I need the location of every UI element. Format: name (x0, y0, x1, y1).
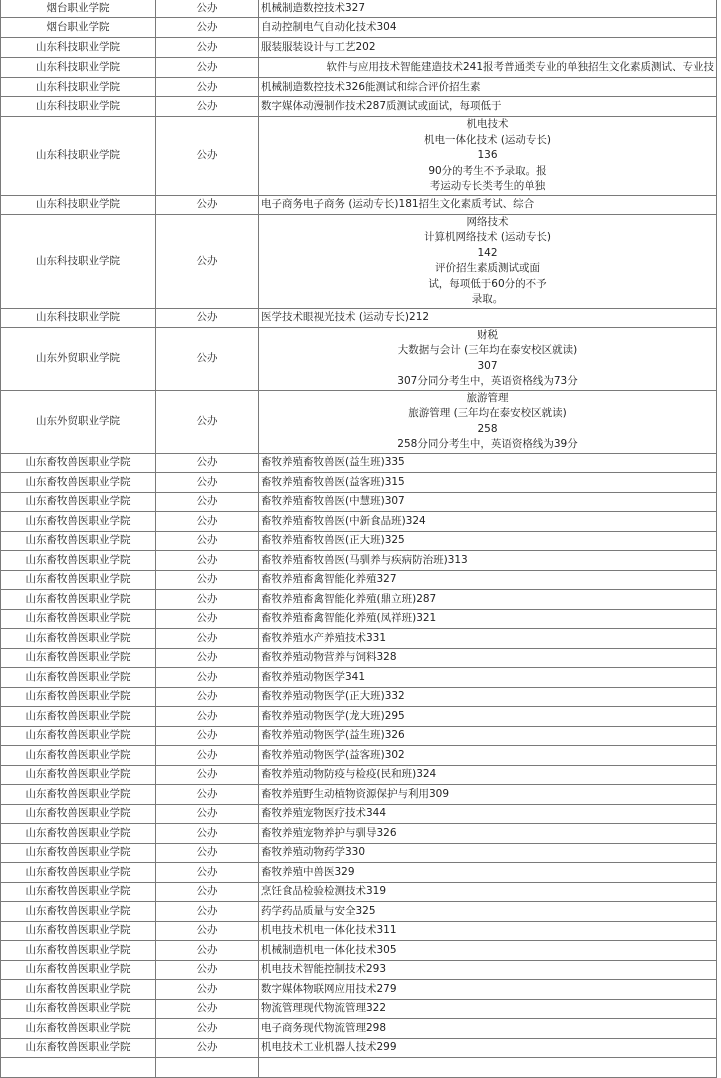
school-type-cell: 公办 (156, 628, 259, 648)
school-name-cell: 山东畜牧兽医职业学院 (1, 687, 156, 706)
major-score-cell: 畜牧养殖宠物养护与驯导326 (259, 823, 717, 843)
major-score-cell: 电子商务电子商务 (运动专长)181招生文化素质考试、综合 (259, 195, 717, 214)
school-type-cell: 公办 (156, 960, 259, 979)
table-row (1, 589, 717, 609)
table-row (1, 706, 717, 726)
school-type-cell: 公办 (156, 648, 259, 667)
school-name-cell: 山东畜牧兽医职业学院 (1, 648, 156, 667)
school-name-cell: 山东科技职业学院 (1, 117, 156, 196)
school-type-cell: 公办 (156, 308, 259, 327)
table-row (1, 804, 717, 823)
school-type-cell: 公办 (156, 667, 259, 687)
school-name-cell: 山东畜牧兽医职业学院 (1, 999, 156, 1018)
major-score-cell (259, 327, 717, 390)
school-type-cell: 公办 (156, 195, 259, 214)
school-name-cell: 山东畜牧兽医职业学院 (1, 589, 156, 609)
major-score-line: 旅游管理 (466, 391, 509, 404)
major-score-cell: 药学药品质量与安全325 (259, 901, 717, 921)
school-name-cell: 山东畜牧兽医职业学院 (1, 901, 156, 921)
table-row (1, 726, 717, 745)
table-row (1, 327, 717, 390)
school-type-cell: 公办 (156, 531, 259, 550)
major-score-cell: 机械制造机电一体化技术305 (259, 940, 717, 960)
major-score-line: 录取。 (471, 293, 504, 305)
major-score-line: 旅游管理 (三年均在泰安校区就读) (408, 407, 567, 419)
table-row (1, 921, 717, 940)
table-row (1, 570, 717, 589)
table-row (1, 511, 717, 531)
major-score-line: 136 (477, 149, 498, 161)
major-score-cell (259, 117, 717, 196)
school-type-cell: 公办 (156, 823, 259, 843)
major-score-cell (259, 214, 717, 308)
major-score-line: 考运动专长类考生的单独 (429, 180, 546, 192)
major-score-cell: 畜牧养殖动物医学(益生班)326 (259, 726, 717, 745)
table-row (1, 308, 717, 327)
school-name-cell: 山东畜牧兽医职业学院 (1, 765, 156, 784)
school-type-cell: 公办 (156, 117, 259, 196)
major-score-cell: 畜牧养殖宠物医疗技术344 (259, 804, 717, 823)
school-type-cell: 公办 (156, 570, 259, 589)
school-name-cell: 山东畜牧兽医职业学院 (1, 921, 156, 940)
table-row (1, 999, 717, 1018)
major-score-cell: 软件与应用技术智能建造技术241报考普通类专业的单独招生文化素质测试、专业技 (259, 58, 717, 78)
school-type-cell: 公办 (156, 492, 259, 511)
major-score-cell: 烹饪食品检验检测技术319 (259, 882, 717, 901)
school-name-cell: 山东畜牧兽医职业学院 (1, 511, 156, 531)
school-type-cell: 公办 (156, 901, 259, 921)
table-row (1, 882, 717, 901)
admission-table-body (1, 0, 717, 1077)
school-name-cell: 山东科技职业学院 (1, 38, 156, 58)
major-score-cell (259, 1057, 717, 1077)
school-type-cell: 公办 (156, 589, 259, 609)
school-type-cell: 公办 (156, 472, 259, 492)
major-score-cell: 畜牧养殖畜禽智能化养殖327 (259, 570, 717, 589)
school-name-cell: 烟台职业学院 (1, 18, 156, 38)
table-row (1, 38, 717, 58)
school-name-cell: 山东畜牧兽医职业学院 (1, 843, 156, 862)
table-row (1, 117, 717, 196)
table-row (1, 609, 717, 628)
school-type-cell (156, 1057, 259, 1077)
school-name-cell: 山东畜牧兽医职业学院 (1, 550, 156, 570)
major-score-line: 大数据与会计 (三年均在泰安校区就读) (397, 344, 578, 356)
school-type-cell: 公办 (156, 804, 259, 823)
table-row (1, 823, 717, 843)
school-name-cell: 山东畜牧兽医职业学院 (1, 979, 156, 999)
school-name-cell: 山东畜牧兽医职业学院 (1, 882, 156, 901)
major-score-line: 机电技术 (466, 118, 509, 130)
major-score-cell: 畜牧养殖水产养殖技术331 (259, 628, 717, 648)
major-score-line: 评价招生素质测试或面 (435, 262, 540, 274)
major-score-line: 258 (477, 422, 498, 435)
school-name-cell: 烟台职业学院 (1, 0, 156, 18)
school-name-cell: 山东畜牧兽医职业学院 (1, 1038, 156, 1057)
major-score-cell: 畜牧养殖野生动植物资源保护与利用309 (259, 784, 717, 804)
table-row (1, 667, 717, 687)
major-score-line: 试，每项低于60分的不予 (428, 277, 547, 290)
school-type-cell: 公办 (156, 745, 259, 765)
school-name-cell: 山东科技职业学院 (1, 97, 156, 117)
major-score-cell: 畜牧养殖中兽医329 (259, 862, 717, 882)
school-name-cell: 山东科技职业学院 (1, 214, 156, 308)
school-type-cell: 公办 (156, 18, 259, 38)
school-type-cell: 公办 (156, 940, 259, 960)
school-type-cell: 公办 (156, 78, 259, 97)
school-name-cell: 山东畜牧兽医职业学院 (1, 570, 156, 589)
table-row (1, 687, 717, 706)
table-row (1, 97, 717, 117)
school-type-cell: 公办 (156, 453, 259, 472)
major-score-cell: 畜牧养殖畜牧兽医(中慧班)307 (259, 492, 717, 511)
major-score-cell: 物流管理现代物流管理322 (259, 999, 717, 1018)
school-type-cell: 公办 (156, 214, 259, 308)
major-score-cell: 畜牧养殖动物医学(龙大班)295 (259, 706, 717, 726)
major-score-line: 网络技术 (466, 215, 509, 228)
school-type-cell: 公办 (156, 726, 259, 745)
major-score-line: 142 (477, 246, 498, 259)
school-name-cell: 山东畜牧兽医职业学院 (1, 862, 156, 882)
school-name-cell: 山东畜牧兽医职业学院 (1, 823, 156, 843)
school-name-cell: 山东外贸职业学院 (1, 327, 156, 390)
table-row (1, 0, 717, 18)
school-name-cell: 山东科技职业学院 (1, 195, 156, 214)
major-score-cell: 医学技术眼视光技术 (运动专长)212 (259, 308, 717, 327)
school-type-cell: 公办 (156, 390, 259, 453)
major-score-line: 307分同分考生中，英语资格线为73分 (397, 375, 578, 387)
major-score-cell: 畜牧养殖动物医学(益客班)302 (259, 745, 717, 765)
major-score-cell: 机电技术机电一体化技术311 (259, 921, 717, 940)
table-row (1, 843, 717, 862)
table-row (1, 648, 717, 667)
school-name-cell: 山东畜牧兽医职业学院 (1, 726, 156, 745)
school-name-cell: 山东畜牧兽医职业学院 (1, 628, 156, 648)
table-row (1, 453, 717, 472)
table-row (1, 1038, 717, 1057)
school-name-cell: 山东畜牧兽医职业学院 (1, 531, 156, 550)
school-type-cell: 公办 (156, 1018, 259, 1038)
major-score-cell: 畜牧养殖畜牧兽医(益客班)315 (259, 472, 717, 492)
school-type-cell: 公办 (156, 843, 259, 862)
school-name-cell: 山东外贸职业学院 (1, 390, 156, 453)
school-type-cell: 公办 (156, 38, 259, 58)
major-score-cell: 数字媒体动漫制作技术287质测试或面试，每项低于 (259, 97, 717, 117)
table-row (1, 765, 717, 784)
table-row (1, 940, 717, 960)
school-type-cell: 公办 (156, 862, 259, 882)
major-score-cell: 数字媒体物联网应用技术279 (259, 979, 717, 999)
major-score-line: 258分同分考生中，英语资格线为39分 (397, 438, 578, 450)
school-type-cell: 公办 (156, 550, 259, 570)
table-row (1, 58, 717, 78)
major-score-cell: 服装服装设计与工艺202 (259, 38, 717, 58)
school-name-cell: 山东畜牧兽医职业学院 (1, 492, 156, 511)
school-type-cell: 公办 (156, 706, 259, 726)
school-name-cell: 山东畜牧兽医职业学院 (1, 453, 156, 472)
school-name-cell: 山东畜牧兽医职业学院 (1, 472, 156, 492)
major-score-cell: 畜牧养殖动物医学(正大班)332 (259, 687, 717, 706)
table-row (1, 78, 717, 97)
school-name-cell: 山东科技职业学院 (1, 58, 156, 78)
major-score-line: 307 (477, 359, 498, 372)
major-score-line: 财税 (477, 328, 498, 341)
school-type-cell: 公办 (156, 765, 259, 784)
school-name-cell: 山东科技职业学院 (1, 308, 156, 327)
school-name-cell: 山东畜牧兽医职业学院 (1, 667, 156, 687)
table-row (1, 628, 717, 648)
table-row (1, 745, 717, 765)
table-row (1, 214, 717, 308)
major-score-cell: 畜牧养殖畜牧兽医(马驯养与疾病防治班)313 (259, 550, 717, 570)
table-row (1, 472, 717, 492)
school-type-cell: 公办 (156, 327, 259, 390)
school-type-cell: 公办 (156, 979, 259, 999)
school-name-cell (1, 1057, 156, 1077)
school-type-cell: 公办 (156, 511, 259, 531)
major-score-line: 计算机网络技术 (运动专长) (423, 231, 552, 243)
table-row (1, 390, 717, 453)
major-score-cell: 机械制造数控技术326能测试和综合评价招生素 (259, 78, 717, 97)
table-row (1, 550, 717, 570)
major-score-cell: 畜牧养殖动物药学330 (259, 843, 717, 862)
major-score-cell: 机电技术智能控制技术293 (259, 960, 717, 979)
school-name-cell: 山东畜牧兽医职业学院 (1, 960, 156, 979)
major-score-cell: 畜牧养殖畜牧兽医(中新食品班)324 (259, 511, 717, 531)
major-score-line: 机电一体化技术 (运动专长) (423, 133, 552, 146)
major-score-cell (259, 390, 717, 453)
major-score-cell: 自动控制电气自动化技术304 (259, 18, 717, 38)
major-score-line: 90分的考生不予录取。报 (428, 164, 547, 177)
major-score-cell: 机电技术工业机器人技术299 (259, 1038, 717, 1057)
school-type-cell: 公办 (156, 0, 259, 18)
major-score-cell: 畜牧养殖畜牧兽医(益生班)335 (259, 453, 717, 472)
table-row (1, 531, 717, 550)
table-row (1, 1018, 717, 1038)
table-row (1, 18, 717, 38)
major-score-cell: 畜牧养殖畜禽智能化养殖(鼎立班)287 (259, 589, 717, 609)
school-name-cell: 山东畜牧兽医职业学院 (1, 745, 156, 765)
school-name-cell: 山东畜牧兽医职业学院 (1, 804, 156, 823)
table-row (1, 901, 717, 921)
school-type-cell: 公办 (156, 58, 259, 78)
table-row (1, 195, 717, 214)
table-row (1, 960, 717, 979)
school-type-cell: 公办 (156, 1038, 259, 1057)
school-type-cell: 公办 (156, 921, 259, 940)
major-score-cell: 畜牧养殖动物医学341 (259, 667, 717, 687)
school-type-cell: 公办 (156, 999, 259, 1018)
school-name-cell: 山东畜牧兽医职业学院 (1, 784, 156, 804)
school-name-cell: 山东畜牧兽医职业学院 (1, 706, 156, 726)
school-name-cell: 山东畜牧兽医职业学院 (1, 940, 156, 960)
major-score-cell: 畜牧养殖动物防疫与检疫(民和班)324 (259, 765, 717, 784)
school-type-cell: 公办 (156, 882, 259, 901)
table-row (1, 492, 717, 511)
table-row (1, 784, 717, 804)
major-score-cell: 畜牧养殖畜牧兽医(正大班)325 (259, 531, 717, 550)
major-score-cell: 畜牧养殖动物营养与饲料328 (259, 648, 717, 667)
table-row (1, 979, 717, 999)
school-name-cell: 山东科技职业学院 (1, 78, 156, 97)
school-type-cell: 公办 (156, 609, 259, 628)
school-type-cell: 公办 (156, 687, 259, 706)
school-type-cell: 公办 (156, 97, 259, 117)
school-name-cell: 山东畜牧兽医职业学院 (1, 609, 156, 628)
school-name-cell: 山东畜牧兽医职业学院 (1, 1018, 156, 1038)
major-score-cell: 机械制造数控技术327 (259, 0, 717, 18)
school-type-cell: 公办 (156, 784, 259, 804)
major-score-cell: 畜牧养殖畜禽智能化养殖(凤祥班)321 (259, 609, 717, 628)
major-score-cell: 电子商务现代物流管理298 (259, 1018, 717, 1038)
table-row (1, 1057, 717, 1077)
table-row (1, 862, 717, 882)
